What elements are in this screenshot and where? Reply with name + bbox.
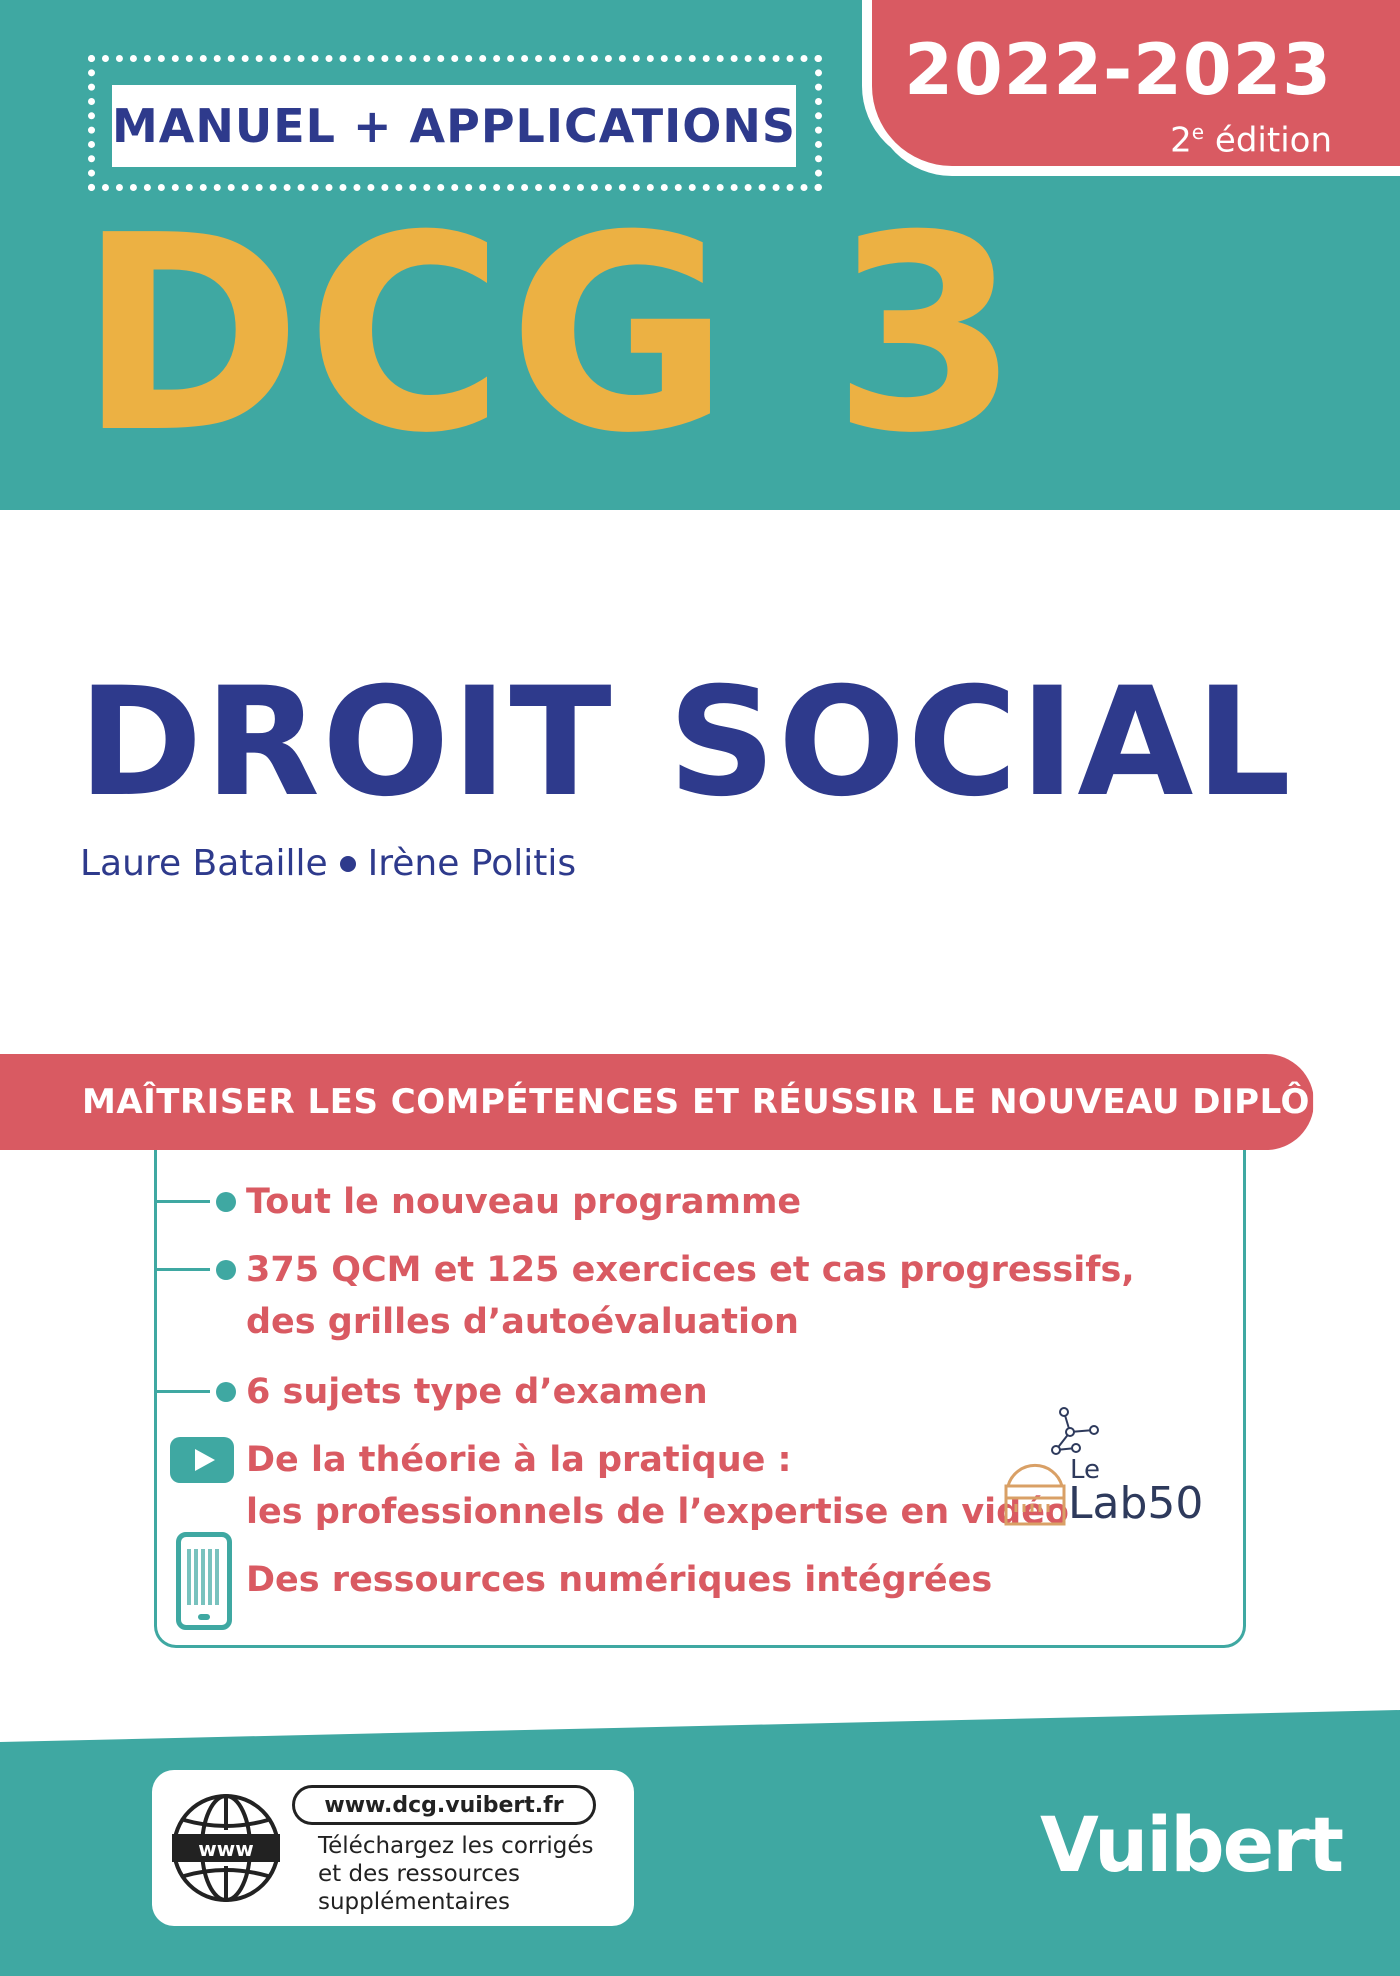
edition-word: édition	[1204, 120, 1332, 161]
tagline-banner	[0, 1054, 1369, 1150]
lab-name: Lab50	[1068, 1478, 1204, 1529]
author-name: Irène Politis	[367, 843, 577, 884]
separator-dot	[340, 856, 356, 872]
feature-item	[246, 1244, 1135, 1348]
bullet-icon	[216, 1260, 236, 1280]
feature-item	[246, 1554, 992, 1606]
connector-line	[154, 1268, 210, 1271]
feature-line: Tout le nouveau programme	[246, 1182, 802, 1222]
bullet-icon	[216, 1382, 236, 1402]
qr-code-icon	[187, 1549, 221, 1605]
feature-line: De la théorie à la pratique :	[246, 1440, 792, 1480]
website-description-line: et des ressources	[318, 1861, 520, 1887]
phone-qr-icon	[176, 1532, 232, 1630]
authors	[80, 842, 576, 886]
edition-number: 2	[1170, 120, 1192, 161]
feature-item	[246, 1366, 708, 1418]
year-label: 2022-2023	[904, 29, 1332, 111]
book-title: DROIT SOCIAL	[78, 656, 1293, 830]
connector-line	[154, 1200, 210, 1203]
play-icon	[170, 1437, 234, 1483]
globe-icon	[168, 1790, 284, 1906]
feature-line: 6 sujets type d’examen	[246, 1372, 708, 1412]
feature-item	[246, 1434, 1069, 1538]
bullet-icon	[216, 1192, 236, 1212]
publisher-logo: Vuibert	[1040, 1800, 1343, 1889]
website-url[interactable]: www.dcg.vuibert.fr	[292, 1785, 596, 1825]
lab-prefix: Le	[1070, 1455, 1101, 1485]
edition-label	[1170, 112, 1332, 160]
website-description-line: Téléchargez les corrigés	[318, 1833, 594, 1859]
tagline-text: MAÎTRISER LES COMPÉTENCES ET RÉUSSIR LE NOUVEAU DIPLÔME	[82, 1082, 1369, 1122]
badge-box	[112, 85, 796, 167]
feature-line: les professionnels de l’expertise en vidéo	[246, 1492, 1069, 1532]
feature-item	[246, 1176, 801, 1228]
connector-line	[154, 1390, 210, 1393]
badge-label: MANUEL + APPLICATIONS	[112, 99, 797, 153]
phone-button	[198, 1614, 210, 1620]
author-name: Laure Bataille	[80, 843, 328, 884]
feature-line: 375 QCM et 125 exercices et cas progressifs,	[246, 1250, 1135, 1290]
globe-label: www	[198, 1837, 254, 1861]
website-description	[318, 1832, 628, 1916]
edition-suffix: e	[1191, 120, 1205, 144]
website-description-line: supplémentaires	[318, 1889, 511, 1915]
feature-line: des grilles d’autoévaluation	[246, 1302, 799, 1342]
series-title: DCG 3	[78, 177, 1024, 492]
feature-line: Des ressources numériques intégrées	[246, 1560, 993, 1600]
